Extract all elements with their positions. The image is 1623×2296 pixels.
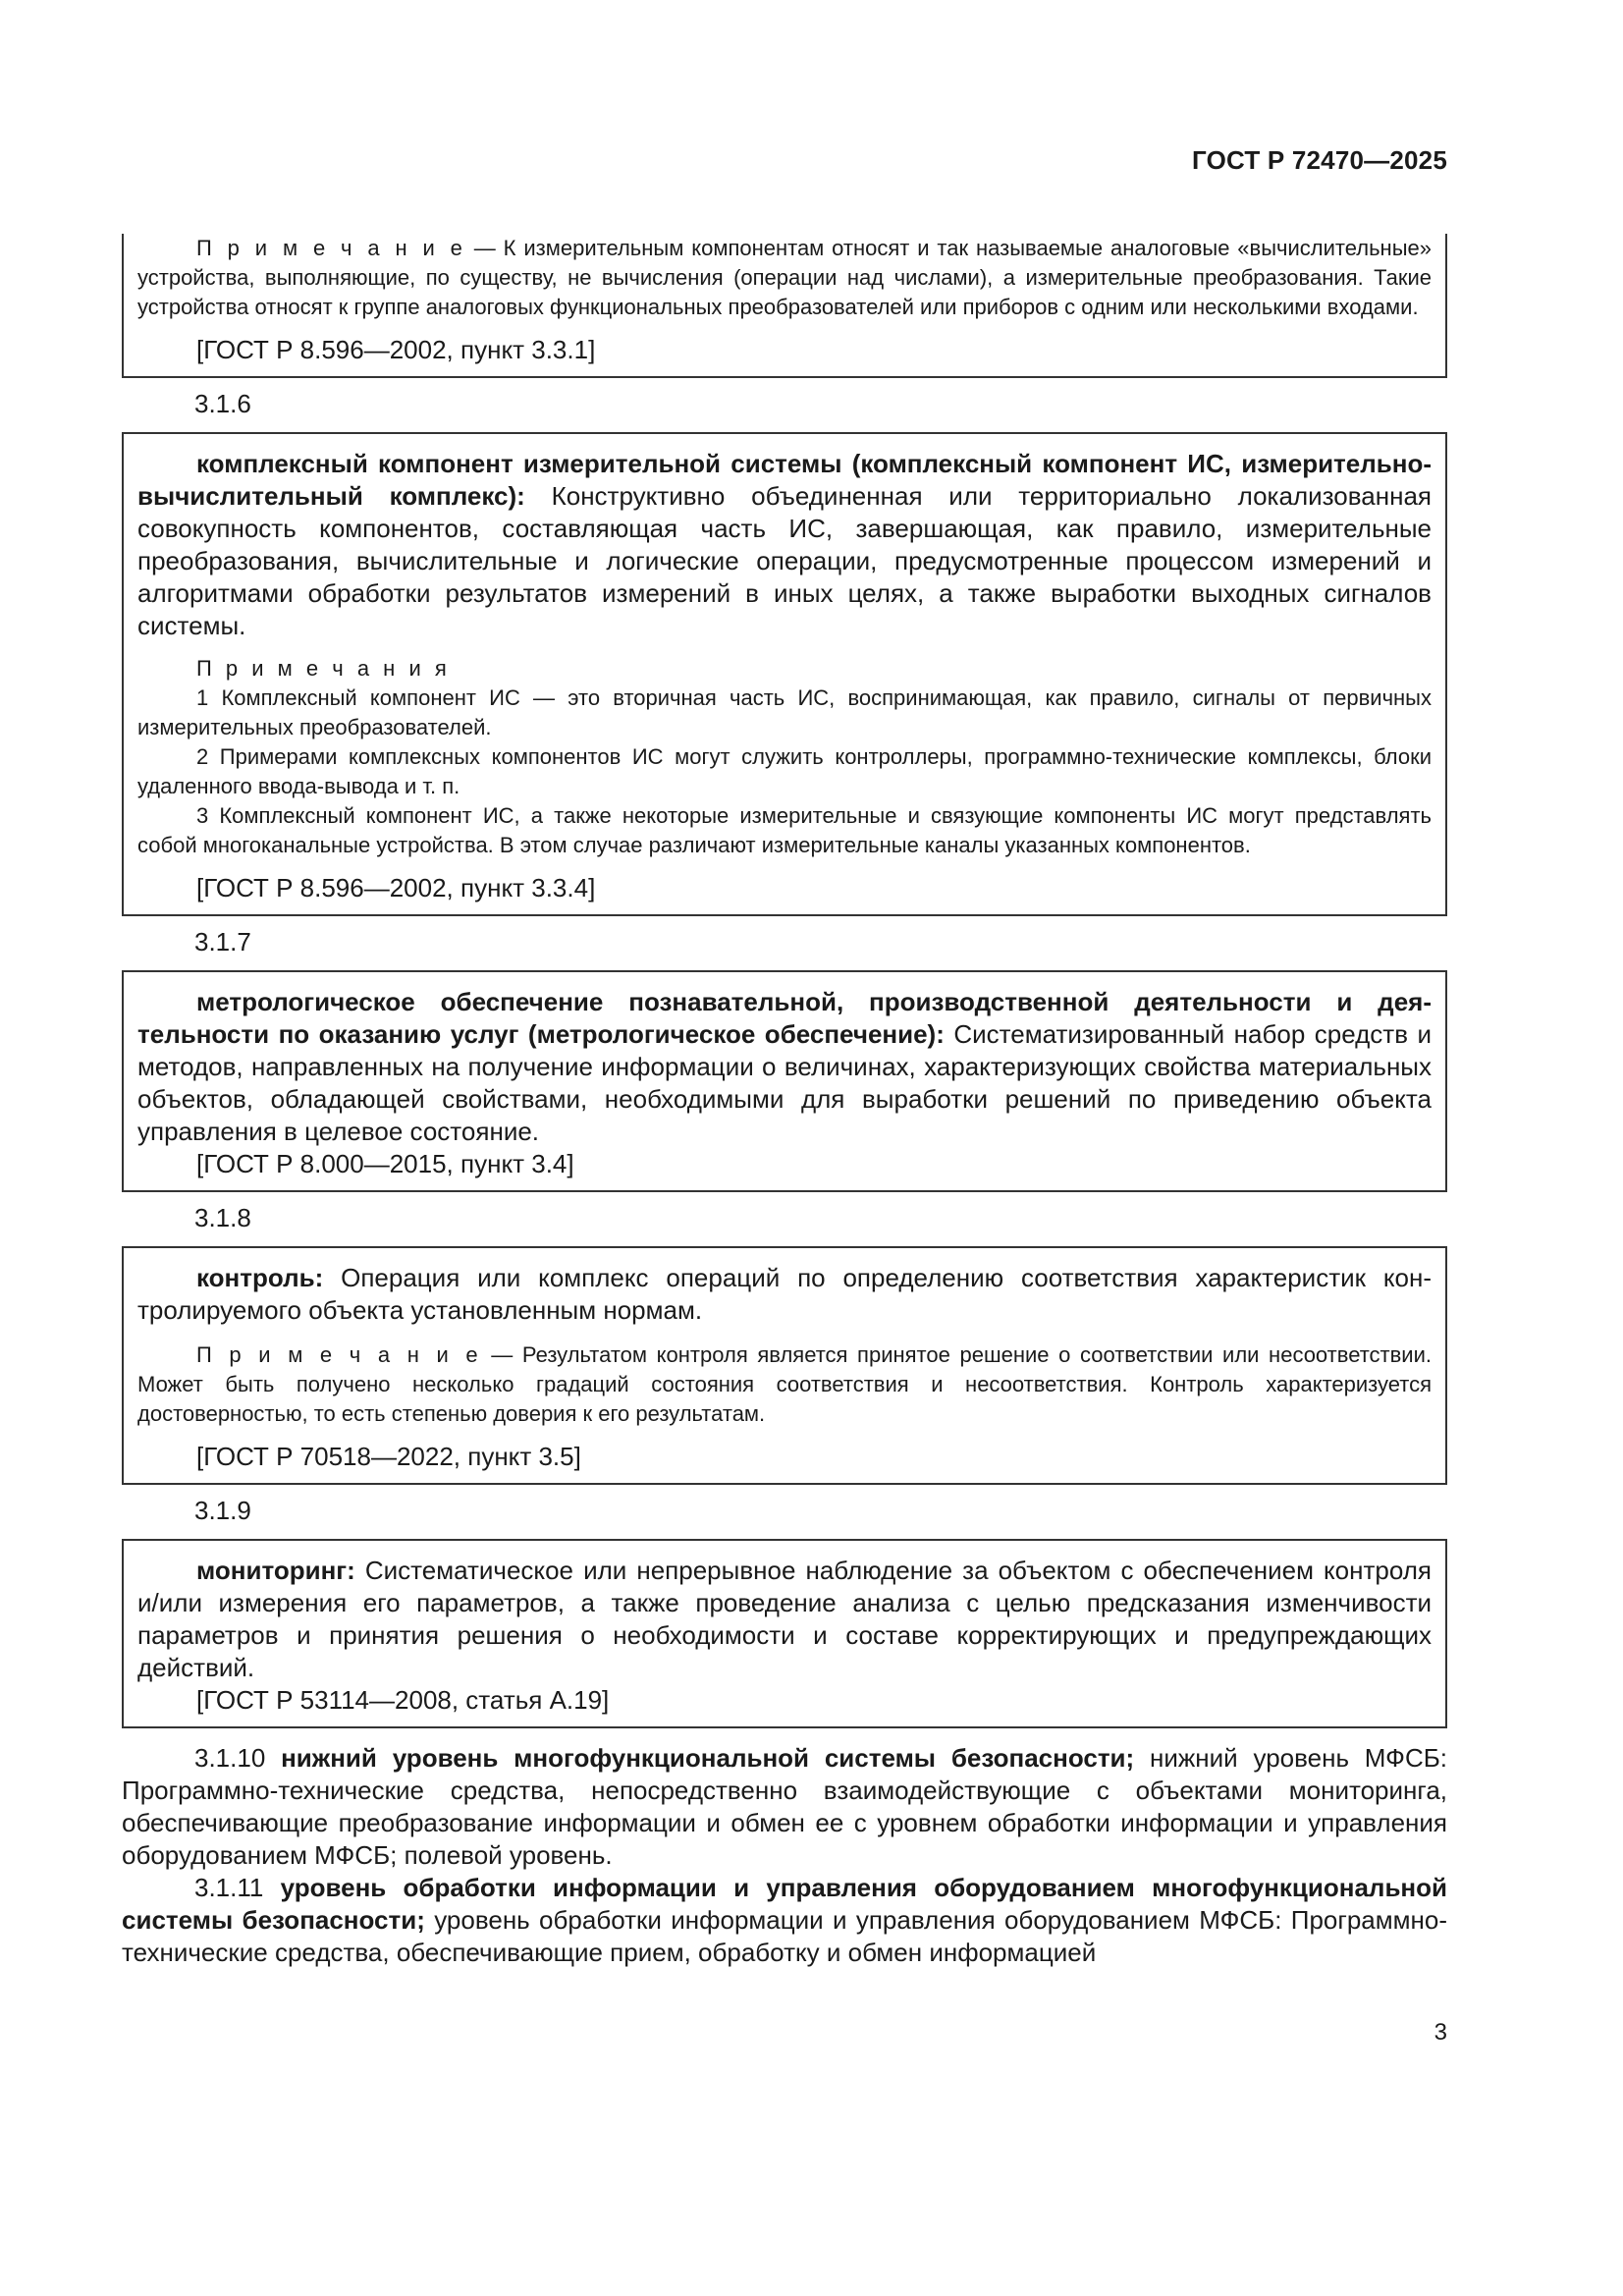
term-definition — [137, 1541, 1432, 1684]
source-reference: [ГОСТ Р 8.000—2015, пункт 3.4] — [196, 1149, 574, 1178]
term-name: мониторинг: — [196, 1556, 355, 1585]
source-reference: [ГОСТ Р 70518—2022, пункт 3.5] — [196, 1442, 581, 1471]
definition-text: нижний уровень МФСБ: Программно-технические средства, непосредственно взаимодействующие с объектами мониторинга, обеспечивающие преобразование информации и обмен ее с уровнем обработки информации и управления оборудованием МФСБ; полевой уровень. — [122, 1743, 1448, 1870]
definition-text: Систематизированный набор средств и методов, направленных на получение информации о величинах, характеризующих свойства материальных объектов, обладающей свойствами, необходимыми для выработки решений по приведению объекта управления в целевое состояние. — [137, 1019, 1432, 1146]
note-label: П р и м е ч а н и е — [196, 1342, 482, 1367]
term-definition — [137, 434, 1432, 642]
definition-text: уровень обработки информации и управления оборудованием МФСБ: Программно-технические средства, обеспечивающие прием, обработку и обмен информацией — [122, 1905, 1447, 1967]
term-paragraph-processing-level — [122, 1872, 1447, 1969]
document-code-header: ГОСТ Р 72470—2025 — [1192, 145, 1447, 175]
term-number: 3.1.10 — [194, 1743, 282, 1773]
note-text: — К измерительным компонентам относят и так называемые аналоговые «вычислительные» устройства, выполняющие, по существу, не вычисления (операции над числами), а измерительные преобразования. Такие устройства относят к группе аналоговых функциональных преобразователей или приборов с одним или несколькими входами. — [137, 236, 1432, 319]
definition-text: Конструктивно объединенная или территориально локализованная совокупность компонентов, составляющая часть ИС, завершающая, как правило, измерительные преобразования, вычислительные и логические операции, предусмотренные процессом измерений и алгоритмами обработки результатов измерений в иных целях, а также выработки выходных сигналов системы. — [137, 481, 1432, 640]
term-box-control — [122, 1246, 1447, 1485]
term-definition — [137, 1248, 1432, 1327]
note-text: — Результатом контроля является принятое решение о соответствии или несоответствии. Может быть получено несколько градаций состояния соответствия и несоответствия. Контроль характеризуется достоверностью, то есть степенью доверия к его результатам. — [137, 1342, 1432, 1426]
term-name: метрологическое обеспечение познавательной, производственной деятельности и деятельности по оказанию услуг (метрологическое обеспечение): — [137, 987, 1432, 1049]
term-box-continuation — [122, 234, 1447, 378]
source-reference: [ГОСТ Р 53114—2008, статья А.19] — [196, 1685, 610, 1715]
definition-text: Систематическое или непрерывное наблюдение за объектом с обеспечением контроля и/или измерения его параметров, а также проведение анализа с целью предсказания изменчивости параметров и принятия решения о необходимости и составе корректирующих и предупреждающих действий. — [137, 1556, 1432, 1682]
note-paragraph — [137, 234, 1432, 322]
term-box-monitoring — [122, 1539, 1447, 1728]
source-reference: [ГОСТ Р 8.596—2002, пункт 3.3.1] — [196, 335, 596, 364]
term-number: 3.1.11 — [194, 1873, 281, 1902]
source-reference: [ГОСТ Р 8.596—2002, пункт 3.3.4] — [196, 873, 596, 902]
term-name: уровень обработки информации и управления оборудованием многофункциональной системы безопасности; — [122, 1873, 1447, 1935]
term-definition — [137, 972, 1432, 1148]
note-label: П р и м е ч а н и е — [196, 236, 466, 260]
term-name: комплексный компонент измерительной системы (комплексный компонент ИС, измерительно-вычислительный комплекс): — [137, 449, 1432, 511]
page-number: 3 — [1434, 2019, 1447, 2046]
definition-text: Операция или комплекс операций по определению соответствия характеристик контролируемого объекта установленным нормам. — [137, 1263, 1432, 1325]
term-paragraph-lower-level — [122, 1742, 1447, 1872]
term-number: 3.1.8 — [194, 1203, 251, 1232]
term-box-complex-component — [122, 432, 1447, 916]
note-item: 3 Комплексный компонент ИС, а также некоторые измерительные и связующие компоненты ИС могут представлять собой многоканальные устройства. В этом случае различают измерительные каналы указанных компонентов. — [137, 803, 1432, 857]
term-name: контроль: — [196, 1263, 324, 1292]
term-number: 3.1.9 — [194, 1496, 251, 1525]
page-content — [122, 234, 1447, 1969]
term-number: 3.1.7 — [194, 927, 251, 957]
term-name: нижний уровень многофункциональной системы безопасности; — [281, 1743, 1135, 1773]
term-box-metrological-support — [122, 970, 1447, 1192]
notes-title: П р и м е ч а н и я — [196, 656, 451, 681]
term-number: 3.1.6 — [194, 389, 251, 418]
note-item: 1 Комплексный компонент ИС — это вторичная часть ИС, воспринимающая, как правило, сигналы от первичных измерительных преобразователей. — [137, 685, 1432, 739]
note-paragraph — [137, 1340, 1432, 1429]
note-item: 2 Примерами комплексных компонентов ИС могут служить контроллеры, программно-технические комплексы, блоки удаленного ввода-вывода и т. п. — [137, 744, 1432, 798]
